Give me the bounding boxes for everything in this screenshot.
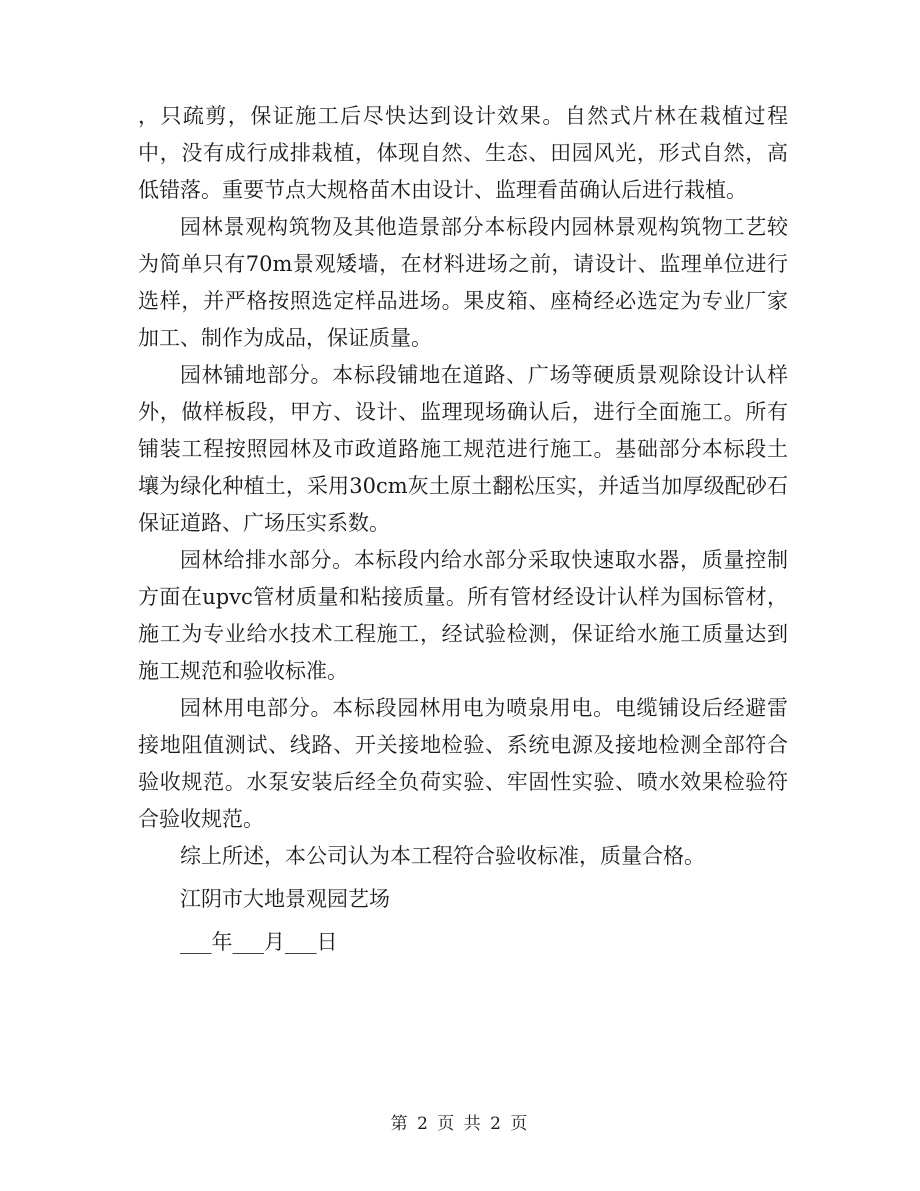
paragraph-paving: 园林铺地部分。本标段铺地在道路、广场等硬质景观除设计认样外，做样板段，甲方、设计、监理现场确认后，进行全面施工。所有铺装工程按照园林及市政道路施工规范进行施工。基础部分本标段土壤为绿化种植土，采用30cm灰土原土翻松压实，并适当加厚级配砂石保证道路、广场压实系数。 — [138, 363, 788, 535]
company-signature: 江阴市大地景观园艺场 — [180, 887, 390, 911]
paragraph-planting: ，只疏剪，保证施工后尽快达到设计效果。自然式片林在栽植过程中，没有成行成排栽植，体现自然、生态、田园风光，形式自然，高低错落。重要节点大规格苗木由设计、监理看苗确认后进行栽植。 — [138, 104, 788, 202]
paragraph-conclusion: 综上所述，本公司认为本工程符合验收标准，质量合格。 — [180, 844, 705, 868]
paragraph-electricity: 园林用电部分。本标段园林用电为喷泉用电。电缆铺设后经避雷接地阻值测试、线路、开关接地检验、系统电源及接地检测全部符合验收规范。水泵安装后经全负荷实验、牢固性实验、喷水效果检验符合验收规范。 — [138, 696, 788, 831]
paragraph-water-supply: 园林给排水部分。本标段内给水部分采取快速取水器，质量控制方面在upvc管材质量和粘接质量。所有管材经设计认样为国标管材，施工为专业给水技术工程施工，经试验检测，保证给水施工质量达到施工规范和验收标准。 — [138, 548, 788, 683]
document-body — [138, 98, 788, 961]
date-line: ___年___月___日 — [180, 930, 338, 954]
page-footer: 第 2 页 共 2 页 — [390, 1114, 530, 1134]
paragraph-structures: 园林景观构筑物及其他造景部分本标段内园林景观构筑物工艺较为简单只有70m景观矮墙，在材料进场之前，请设计、监理单位进行选样，并严格按照选定样品进场。果皮箱、座椅经必选定为专业厂家加工、制作为成品，保证质量。 — [138, 215, 788, 350]
